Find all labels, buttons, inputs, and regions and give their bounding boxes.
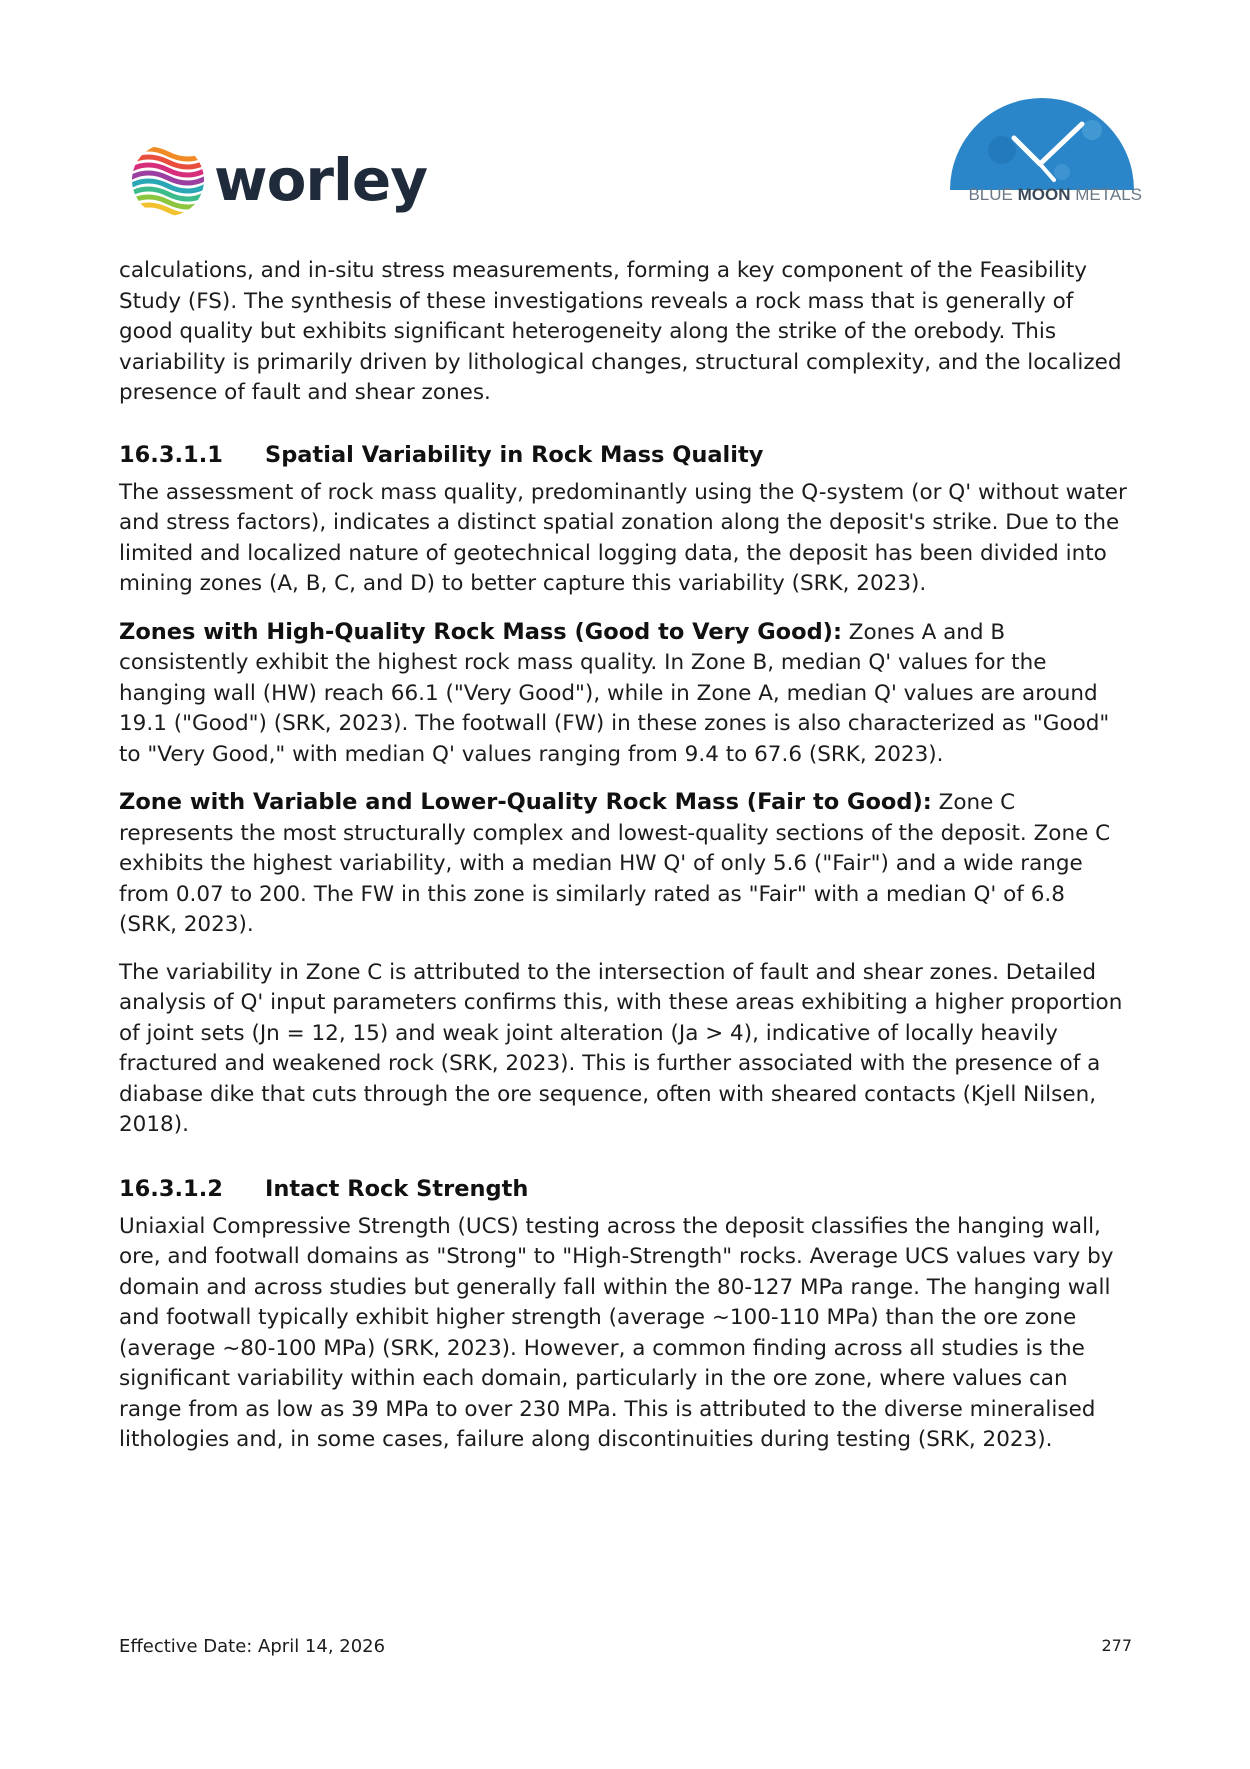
- blue-moon-metals-logo: [942, 80, 1142, 210]
- section-number: 16.3.1.2: [119, 1175, 223, 1202]
- section-number: 16.3.1.1: [119, 441, 223, 468]
- intro-paragraph: calculations, and in-situ stress measurements, forming a key component of the Feasibility Study (FS). The synthesis of these investigations reveals a rock mass that is generally of good quality but exhibits significant heterogeneity along the strike of the orebody. This variability is primarily driven by lithological changes, structural complexity, and the localized presence of fault and shear zones.: [119, 258, 1122, 405]
- document-body: [119, 256, 1129, 1473]
- worley-wordmark: worley: [214, 146, 428, 214]
- paragraph-lead: Zone with Variable and Lower-Quality Rock Mass (Fair to Good):: [119, 789, 932, 815]
- worley-swirl-icon: [128, 140, 208, 220]
- paragraph: [119, 787, 1129, 941]
- blue-moon-metals-wordmark: BLUE MOON METALS: [968, 185, 1142, 204]
- section-title: Intact Rock Strength: [265, 1175, 529, 1202]
- paragraph-body: Zones A and B consistently exhibit the highest rock mass quality. In Zone B, median Q' values for the hanging wall (HW) reach 66.1 ("Very Good"), while in Zone A, median Q' values are around 19.1 ("Good") (SRK, 2023). The footwall (FW) in these zones is also characterized as "Good" to "Very Good," with median Q' values ranging from 9.4 to 67.6 (SRK, 2023).: [119, 619, 1110, 767]
- paragraph: The variability in Zone C is attributed to the intersection of fault and shear zones. Detailed analysis of Q' input parameters confirms this, with these areas exhibiting a higher proportion of joint sets (Jn = 12, 15) and weak joint alteration (Ja > 4), indicative of locally heavily fractured and weakened rock (SRK, 2023). This is further associated with the presence of a diabase dike that cuts through the ore sequence, often with sheared contacts (Kjell Nilsen, 2018).: [119, 959, 1123, 1137]
- paragraph: The assessment of rock mass quality, predominantly using the Q-system (or Q' without water and stress factors), indicates a distinct spatial zonation along the deposit's strike. Due to the limited and localized nature of geotechnical logging data, the deposit has been divided into mining zones (A, B, C, and D) to better capture this variability (SRK, 2023).: [119, 479, 1127, 596]
- section-title: Spatial Variability in Rock Mass Quality: [265, 441, 764, 468]
- effective-date: Effective Date: April 14, 2026: [119, 1636, 386, 1657]
- blue-moon-icon: [942, 80, 1142, 195]
- section-heading-16-3-1-1: [119, 440, 1129, 470]
- section-heading-16-3-1-2: [119, 1174, 1129, 1204]
- page-number: 277: [1101, 1636, 1132, 1655]
- worley-logo: [128, 140, 468, 220]
- paragraph: Uniaxial Compressive Strength (UCS) testing across the deposit classifies the hanging wall, ore, and footwall domains as "Strong" to "High-Strength" rocks. Average UCS values vary by domain and across studies but generally fall within the 80-127 MPa range. The hanging wall and footwall typically exhibit higher strength (average ~100-110 MPa) than the ore zone (average ~80-100 MPa) (SRK, 2023). However, a common finding across all studies is the significant variability within each domain, particularly in the ore zone, where values can range from as low as 39 MPa to over 230 MPa. This is attributed to the diverse mineralised lithologies and, in some cases, failure along discontinuities during testing (SRK, 2023).: [119, 1213, 1114, 1452]
- paragraph-body: Zone C represents the most structurally complex and lowest-quality sections of the deposit. Zone C exhibits the highest variability, with a median HW Q' of only 5.6 ("Fair") and a wide range from 0.07 to 200. The FW in this zone is similarly rated as "Fair" with a median Q' of 6.8 (SRK, 2023).: [119, 790, 1111, 937]
- paragraph: [119, 617, 1129, 771]
- paragraph-lead: Zones with High-Quality Rock Mass (Good to Very Good):: [119, 618, 842, 645]
